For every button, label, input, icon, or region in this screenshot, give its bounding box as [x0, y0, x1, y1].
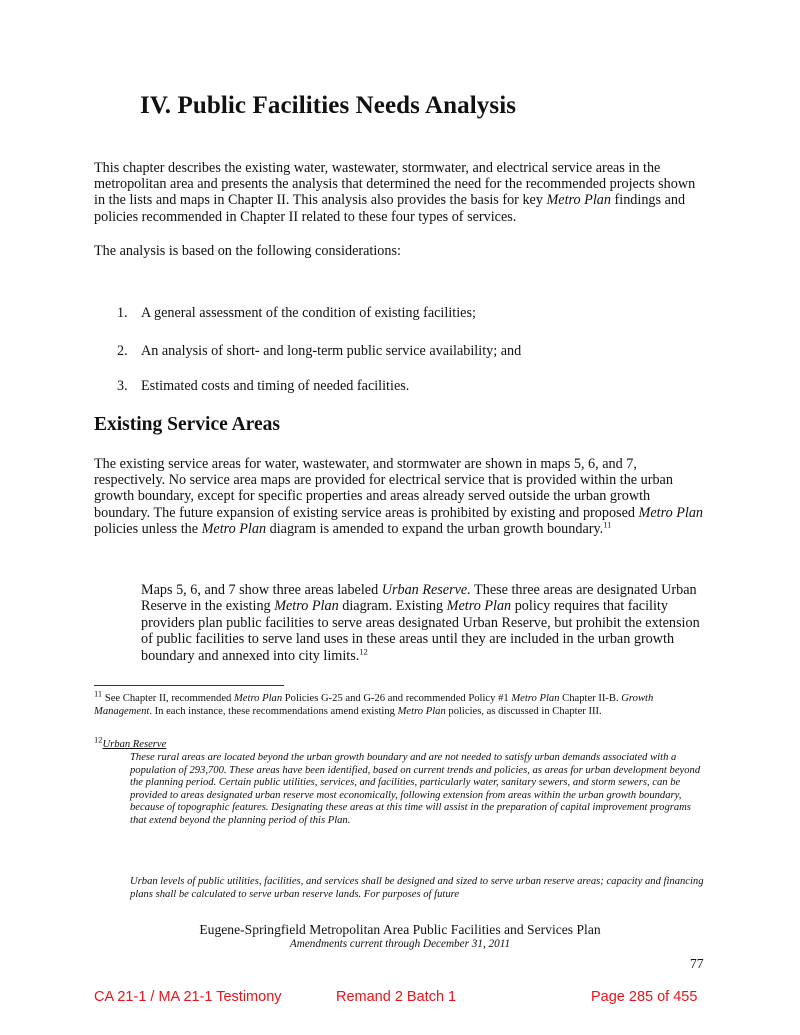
- stamp-testimony: CA 21-1 / MA 21-1 Testimony: [94, 989, 282, 1005]
- service-text-5: diagram is amended to expand the urban growth boundary.: [266, 520, 604, 537]
- footnote-number: 11: [94, 688, 103, 699]
- footnote-12-paragraph-1: These rural areas are located beyond the urban growth boundary and are not needed to satisfy urban demands associated with a population of 293,700. These areas have been identified, based on current trends and policies, as areas for urban development beyond the planning period. Certain public utilities, services, and facilities, particularly water, sanitary sewers, and storm sewers, can be provided to areas designated urban reserve most economically, following extension from areas within the urban growth boundary, because of topographic features. Designating these areas at this time will assist in the preparation of capital improvement programs that extend beyond the planning period of this Plan.: [130, 752, 701, 826]
- fn11-text-1: See Chapter II, recommended: [102, 693, 234, 704]
- fn11-metro-plan-3: Metro Plan: [397, 705, 446, 717]
- service-areas-paragraph: [94, 456, 706, 537]
- footnote-divider: [94, 685, 284, 686]
- section-heading: Existing Service Areas: [94, 414, 280, 435]
- reserve-text-1: Maps 5, 6, and 7 show three areas labeled: [141, 582, 382, 598]
- considerations-intro: The analysis is based on the following considerations:: [94, 243, 401, 259]
- list-item: [117, 343, 697, 359]
- reserve-text-7: policy requires that facility providers plan public facilities to serve areas designated Urban Reserve, but prohibit the extension of public facilities to serve land uses in these areas until they are included in the urban growth boundary and annexed into city limits.: [141, 598, 700, 664]
- page-title: IV. Public Facilities Needs Analysis: [140, 92, 517, 119]
- fn11-text-9: policies, as discussed in Chapter III.: [445, 705, 602, 717]
- fn11-text-5: Chapter II-B.: [559, 693, 622, 704]
- fn11-growth-management: Growth Management: [94, 693, 654, 717]
- reserve-metro-plan-2: Metro Plan: [446, 598, 512, 615]
- list-text: An analysis of short- and long-term public service availability; and: [141, 343, 522, 359]
- fn11-text-3: Policies G-25 and G-26 and recommended Policy #1: [282, 693, 512, 704]
- stamp-batch: Remand 2 Batch 1: [336, 989, 457, 1005]
- reserve-urban-reserve: Urban Reserve.: [381, 582, 471, 598]
- fn11-metro-plan-1: Metro Plan: [233, 693, 283, 704]
- list-item: [117, 378, 697, 394]
- reserve-text-5: diagram. Existing: [338, 598, 447, 615]
- footnote-12-heading: [94, 734, 706, 752]
- service-metro-plan-2: Metro Plan: [201, 520, 267, 537]
- list-number: 3.: [117, 378, 128, 394]
- list-number: 2.: [117, 343, 128, 359]
- stamp-page-count: Page 285 of 455: [591, 989, 698, 1005]
- page-number: 77: [690, 956, 704, 971]
- footnote-12-paragraph-2: Urban levels of public utilities, facilities, and services shall be designed and sized to serve urban reserve areas; capacity and financing plans shall be calculated to serve urban reserve lands. For purposes of future: [130, 876, 704, 900]
- list-item: [117, 305, 697, 321]
- footer-amendments: Amendments current through December 31, 2011: [289, 938, 511, 950]
- service-metro-plan-1: Metro Plan: [638, 504, 704, 521]
- intro-text-1: This chapter describes the existing water, wastewater, stormwater, and electrical service areas in the metropolitan area and presents the analysis that determined the need for the recommended projects shown in the lists and maps in Chapter II. This analysis also provides the basis for key: [94, 160, 696, 209]
- fn11-text-7: . In each instance, these recommendations amend existing: [149, 705, 398, 717]
- reserve-metro-plan-1: Metro Plan: [274, 598, 339, 615]
- fn11-metro-plan-2: Metro Plan: [511, 693, 560, 704]
- footnote-12-title: Urban Reserve: [102, 739, 167, 750]
- footnote-number: 12: [94, 734, 103, 745]
- intro-paragraph: [94, 160, 706, 225]
- intro-metro-plan: Metro Plan: [546, 192, 611, 209]
- list-text: Estimated costs and timing of needed facilities.: [141, 378, 410, 394]
- footnote-ref-11[interactable]: 11: [603, 519, 612, 530]
- list-text: A general assessment of the condition of existing facilities;: [141, 305, 476, 321]
- footnote-11: [94, 688, 706, 718]
- footnote-ref-12[interactable]: 12: [359, 645, 368, 656]
- urban-reserve-block: [141, 582, 706, 664]
- service-text-3: policies unless the: [94, 520, 202, 537]
- footer-plan-title: Eugene-Springfield Metropolitan Area Public Facilities and Services Plan: [199, 922, 601, 937]
- intro-text-3: findings and policies recommended in Chapter II related to these four types of services.: [94, 192, 686, 225]
- list-number: 1.: [117, 305, 128, 321]
- reserve-text-3: These three areas are designated Urban Reserve in the existing: [141, 582, 697, 615]
- service-text-1: The existing service areas for water, wastewater, and stormwater are shown in maps 5, 6, and 7, respectively. No service area maps are provided for electrical service that is provided within the urban growth boundary, except for specific properties and areas already served outside the urban growth boundary. The future expansion of existing service areas is prohibited by existing and proposed: [94, 456, 673, 521]
